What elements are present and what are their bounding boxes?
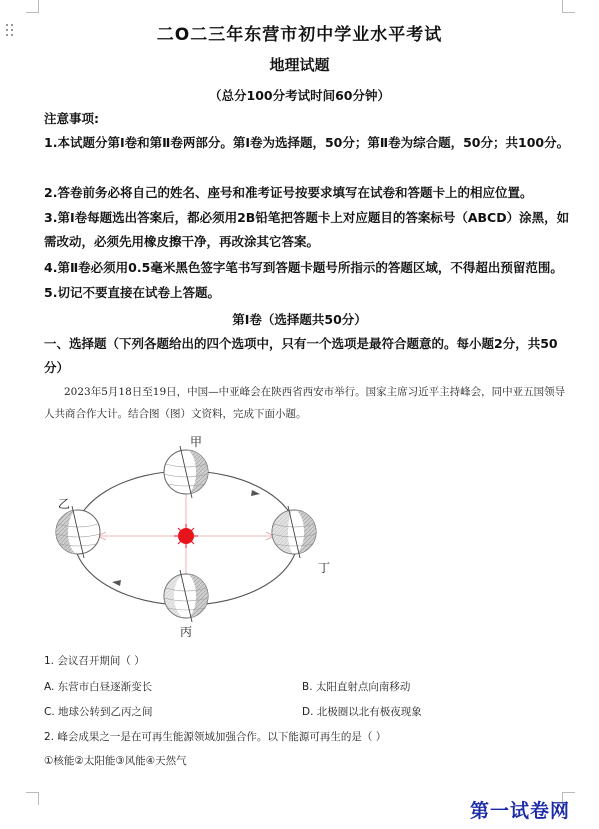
page-corner-mark [562, 0, 575, 13]
label-jia: 甲 [190, 435, 203, 449]
question-1-option-b[interactable]: B. 太阳直射点向南移动 [302, 681, 411, 693]
notice-item-3: 3.第Ⅰ卷每题选出答案后，都必须用2B铅笔把答题卡上对应题目的答案标号（ABCD）涂黑，如需改动，必须先用橡皮擦干净，再改涂其它答案。 [44, 210, 570, 249]
page-corner-mark [26, 0, 39, 13]
label-ding: 丁 [318, 561, 331, 575]
orbit-arrow-icon [112, 580, 121, 586]
notice-item-5: 5.切记不要直接在试卷上答题。 [44, 285, 220, 300]
earth-ding [272, 506, 316, 558]
earth-orbit-diagram [40, 432, 340, 642]
page-corner-mark [26, 792, 39, 805]
notice-heading: 注意事项: [44, 111, 99, 126]
notice-item-2: 2.答卷前务必将自己的姓名、座号和准考证号按要求填写在试卷和答题卡上的相应位置。 [44, 185, 533, 200]
earth-jia [164, 446, 208, 498]
question-1-stem: 1. 会议召开期间（ ） [44, 655, 145, 667]
question-2-choices: ①核能②太阳能③风能④天然气 [44, 755, 187, 767]
notice-item-4: 4.第Ⅱ卷必须用0.5毫米黑色签字笔书写到答题卡题号所指示的答题区域，不得超出预留范围。 [44, 260, 563, 275]
label-bing: 丙 [180, 625, 193, 639]
orbit-arrow-icon [251, 490, 260, 496]
section-instruction: 一、选择题（下列各题给出的四个选项中，只有一个选项是最符合题意的。每小题2分，共50分） [44, 336, 558, 375]
question-1-option-c[interactable]: C. 地球公转到乙丙之间 [44, 706, 153, 718]
exam-title: 二O二三年东营市初中学业水平考试 [156, 25, 443, 45]
section-title: 第Ⅰ卷（选择题共50分） [232, 312, 367, 327]
question-2-stem: 2. 峰会成果之一是在可再生能源领域加强合作。以下能源可再生的是（ ） [44, 731, 387, 743]
earth-bing [164, 570, 208, 622]
site-watermark-logo: 第一试卷网 [470, 800, 571, 822]
earth-yi [56, 506, 100, 558]
question-1-option-a[interactable]: A. 东营市白昼逐渐变长 [44, 681, 153, 693]
exam-meta: （总分100分考试时间60分钟） [209, 88, 390, 103]
question-intro: 2023年5月18日至19日，中国—中亚峰会在陕西省西安市举行。国家主席习近平主持峰会，同中亚五国领导人共商合作大计。结合图（图）文资料，完成下面小题。 [44, 386, 566, 420]
label-yi: 乙 [58, 497, 71, 511]
sun-icon [174, 524, 198, 548]
notice-item-1: 1.本试题分第Ⅰ卷和第Ⅱ卷两部分。第Ⅰ卷为选择题，50分；第Ⅱ卷为综合题，50分；共100分。 [44, 135, 570, 150]
question-1-option-d[interactable]: D. 北极圈以北有极夜现象 [302, 706, 422, 718]
exam-subject: 地理试题 [269, 56, 330, 74]
